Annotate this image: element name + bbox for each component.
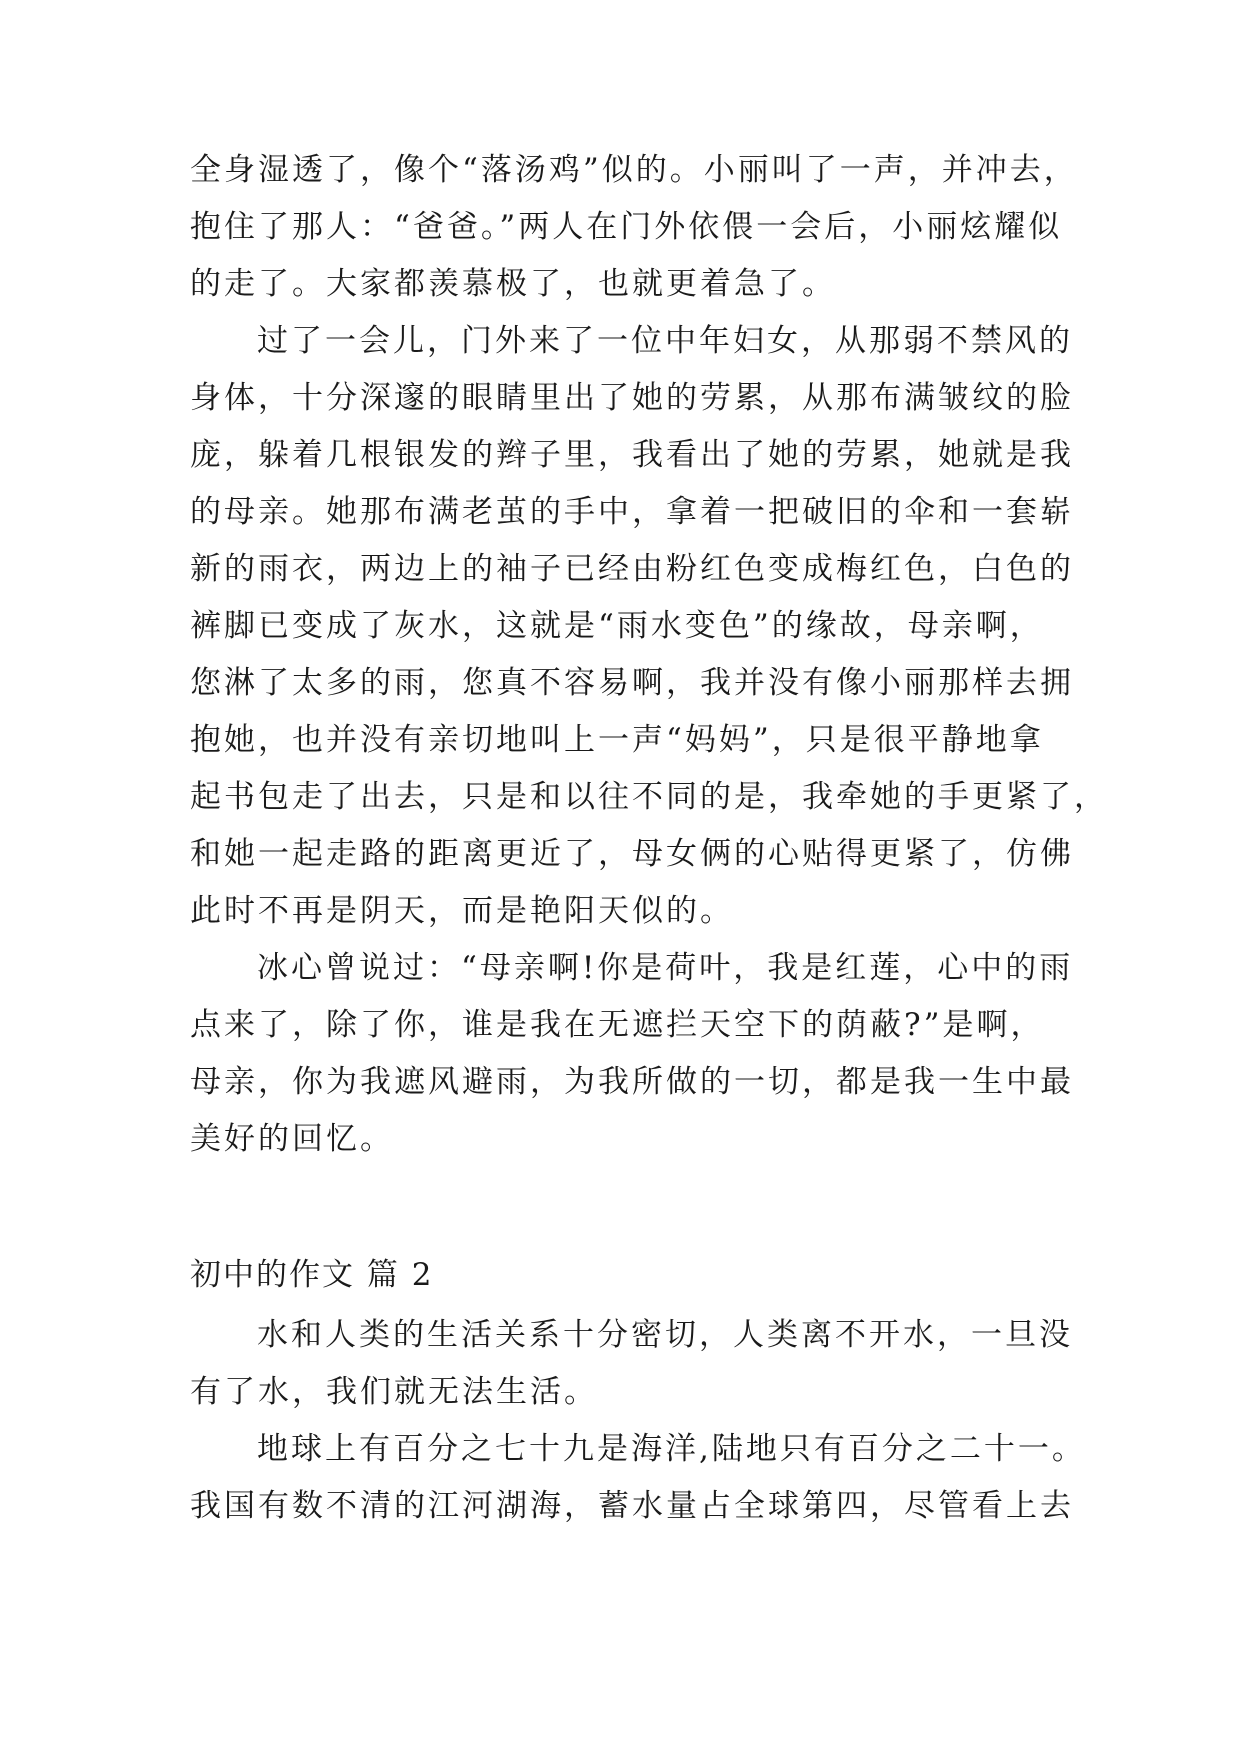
paragraph-first-line: 地球上有百分之七十九是海洋,陆地只有百分之二十一。 bbox=[257, 1431, 1086, 1467]
text-line: 您淋了太多的雨，您真不容易啊，我并没有像小丽那样去拥 bbox=[190, 665, 1074, 701]
text-line: 身体，十分深邃的眼睛里出了她的劳累，从那布满皱纹的脸 bbox=[190, 380, 1074, 416]
text-line: 的走了。大家都羡慕极了，也就更着急了。 bbox=[190, 266, 836, 302]
text-line: 此时不再是阴天，而是艳阳天似的。 bbox=[190, 893, 734, 929]
text-line: 美好的回忆。 bbox=[190, 1121, 394, 1157]
text-line: 裤脚已变成了灰水，这就是“雨水变色”的缘故，母亲啊， bbox=[190, 608, 1044, 644]
text-line: 有了水，我们就无法生活。 bbox=[190, 1374, 598, 1410]
paragraph-first-line: 过了一会儿，门外来了一位中年妇女，从那弱不禁风的 bbox=[257, 323, 1073, 359]
paragraph-first-line: 冰心曾说过：“母亲啊!你是荷叶，我是红莲，心中的雨 bbox=[257, 950, 1074, 986]
text-line: 点来了，除了你，谁是我在无遮拦天空下的荫蔽?”是啊， bbox=[190, 1007, 1045, 1043]
text-line: 抱她，也并没有亲切地叫上一声“妈妈”，只是很平静地拿 bbox=[190, 722, 1044, 758]
text-line: 全身湿透了，像个“落汤鸡”似的。小丽叫了一声，并冲去， bbox=[190, 152, 1078, 188]
text-line: 我国有数不清的江河湖海，蓄水量占全球第四，尽管看上去 bbox=[190, 1488, 1074, 1524]
text-line: 母亲，你为我遮风避雨，为我所做的一切，都是我一生中最 bbox=[190, 1064, 1074, 1100]
text-line: 庞，躲着几根银发的辫子里，我看出了她的劳累，她就是我 bbox=[190, 437, 1074, 473]
text-line: 抱住了那人：“爸爸。”两人在门外依偎一会后，小丽炫耀似 bbox=[190, 209, 1063, 245]
text-line: 和她一起走路的距离更近了，母女俩的心贴得更紧了，仿佛 bbox=[190, 836, 1074, 872]
paragraph-first-line: 水和人类的生活关系十分密切，人类离不开水，一旦没 bbox=[257, 1317, 1073, 1353]
text-line: 新的雨衣，两边上的袖子已经由粉红色变成梅红色，白色的 bbox=[190, 551, 1074, 587]
text-line: 起书包走了出去，只是和以往不同的是，我牵她的手更紧了， bbox=[190, 779, 1108, 815]
text-line: 的母亲。她那布满老茧的手中，拿着一把破旧的伞和一套崭 bbox=[190, 494, 1074, 530]
section-heading: 初中的作文 篇 2 bbox=[190, 1257, 434, 1293]
